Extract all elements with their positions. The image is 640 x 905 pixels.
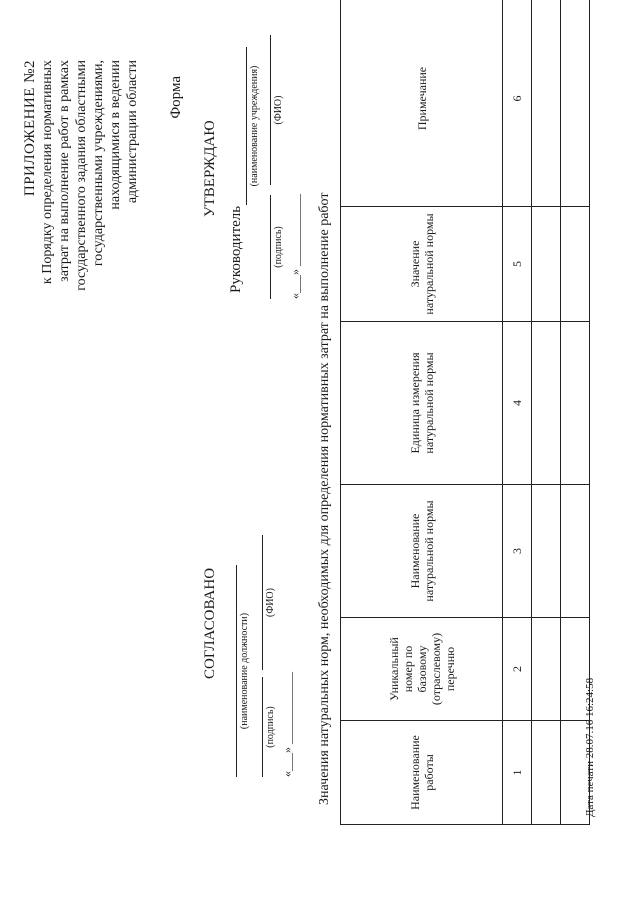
table-cell[interactable] <box>561 322 590 485</box>
table-cell[interactable] <box>561 207 590 322</box>
header-cell-norm-name: Наименование натуральной нормы <box>341 485 503 618</box>
table-header-row <box>341 0 503 825</box>
column-number: 6 <box>503 0 532 207</box>
approve-title: УТВЕРЖДАЮ <box>202 120 218 217</box>
column-number: 2 <box>503 618 532 721</box>
agree-signature-caption: (подпись) <box>265 706 276 748</box>
header-cell-work-name: Наименование работы <box>341 721 503 825</box>
approve-date: «___» ____________ <box>288 194 302 299</box>
table-cell[interactable] <box>561 0 590 207</box>
column-number: 3 <box>503 485 532 618</box>
column-number: 1 <box>503 721 532 825</box>
table-cell[interactable] <box>532 322 561 485</box>
header-cell-unique-number: Уникальный номер по базовому (отраслевому) перечню <box>341 618 503 721</box>
appendix-line: администрации области <box>125 60 140 204</box>
agree-title: СОГЛАСОВАНО <box>202 567 218 679</box>
norms-table <box>340 0 590 825</box>
appendix-header <box>22 60 141 291</box>
column-number-row <box>503 0 532 825</box>
appendix-line: находящимися в ведении <box>108 60 123 210</box>
position-line <box>236 565 237 777</box>
org-caption: (наименование учреждения) <box>249 65 260 187</box>
appendix-line: государственными учреждениями, <box>91 60 106 267</box>
approve-fio-caption: (ФИО) <box>273 95 284 125</box>
page-title: Значения натуральных норм, необходимых для определения нормативных затрат на выполнение работ <box>317 192 332 805</box>
header-cell-note: Примечание <box>341 0 503 207</box>
approve-signature-caption: (подпись) <box>273 226 284 268</box>
agree-signature-line <box>262 677 263 777</box>
print-date: Дата печати 28.07.16 16:24:58 <box>584 677 596 817</box>
header-cell-unit: Единица измерения натуральной нормы <box>341 322 503 485</box>
header-cell-value: Значение натуральной нормы <box>341 207 503 322</box>
agree-fio-line <box>262 535 263 670</box>
table-cell[interactable] <box>532 0 561 207</box>
table-cell[interactable] <box>532 721 561 825</box>
table-cell[interactable] <box>532 207 561 322</box>
table-cell[interactable] <box>561 485 590 618</box>
table-cell[interactable] <box>532 485 561 618</box>
column-number: 5 <box>503 207 532 322</box>
table-row <box>532 0 561 825</box>
appendix-line: к Порядку определения нормативных <box>40 60 55 285</box>
approve-signature-line <box>270 195 271 299</box>
appendix-line: государственного задания областными <box>74 60 89 291</box>
form-label: Форма <box>168 76 184 119</box>
org-line <box>246 47 247 205</box>
approve-fio-line <box>270 35 271 185</box>
table-cell[interactable] <box>532 618 561 721</box>
agree-fio-caption: (ФИО) <box>265 588 276 618</box>
column-number: 4 <box>503 322 532 485</box>
appendix-title: ПРИЛОЖЕНИЕ №2 <box>22 60 38 197</box>
position-caption: (наименование должности) <box>239 612 250 730</box>
appendix-line: затрат на выполнение работ в рамках <box>57 60 72 282</box>
approve-role: Руководитель <box>228 205 244 293</box>
agree-date: «___» ____________ <box>280 672 294 777</box>
